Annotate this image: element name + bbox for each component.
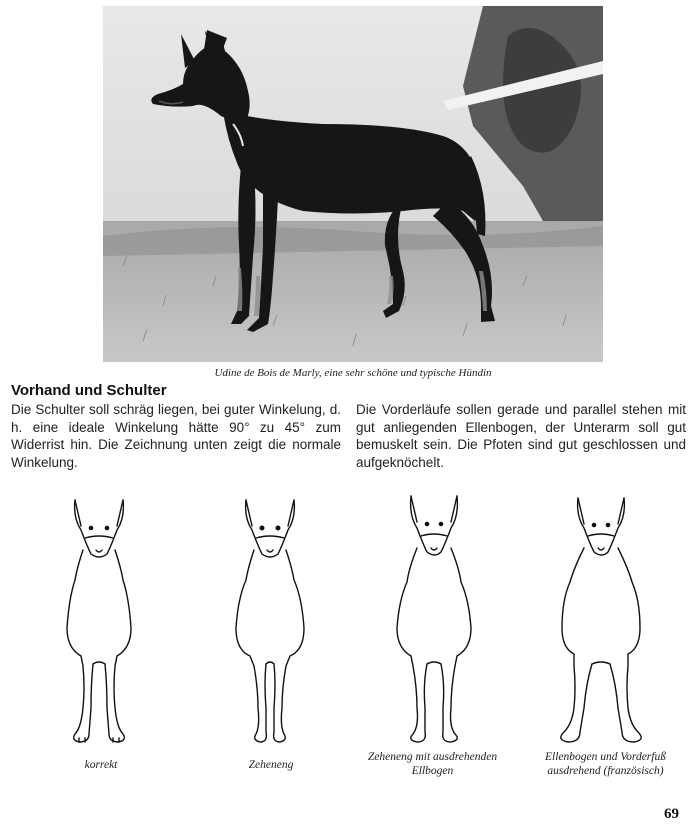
figure-label-1: korrekt (84, 759, 118, 771)
front-drawing-zeheneng-ellbogen (377, 488, 497, 750)
figure-label-4: Ellenbogen und Vorderfuß ausdrehend (französisch) (545, 751, 666, 777)
dog-photo-illustration (103, 6, 603, 362)
dog-photo (103, 6, 603, 362)
section-heading: Vorhand und Schulter (11, 382, 167, 399)
front-drawing-zeheneng (212, 488, 332, 750)
dog-front-drawing-3 (377, 488, 497, 750)
dog-front-drawing-1 (41, 488, 161, 750)
figure-label-3: Zeheneng mit ausdrehenden Ellbogen (367, 751, 498, 777)
photo-caption: Udine de Bois de Marly, eine sehr schöne und typische Hündin (214, 367, 492, 379)
front-drawing-franzoesisch (544, 488, 664, 750)
dog-front-drawing-2 (212, 488, 332, 750)
right-column-text: Die Vorderläufe sollen gerade und parallel stehen mit gut anliegenden Ellenbogen, der Unterarm soll gut bemuskelt sein. Die Pfoten sind gut geschlossen und aufgeknöchelt. (356, 402, 686, 470)
front-drawing-korrekt (41, 488, 161, 750)
left-column-text: Die Schulter soll schräg liegen, bei guter Winkelung, d. h. eine ideale Winkelung hätte 90° zu 45° zum Widerrist hin. Die Zeichnung unten zeigt die normale Winkelung. (11, 402, 341, 470)
figure-label-2: Zeheneng (248, 759, 294, 771)
dog-front-drawing-4 (544, 488, 664, 750)
page-number: 69 (664, 806, 679, 822)
